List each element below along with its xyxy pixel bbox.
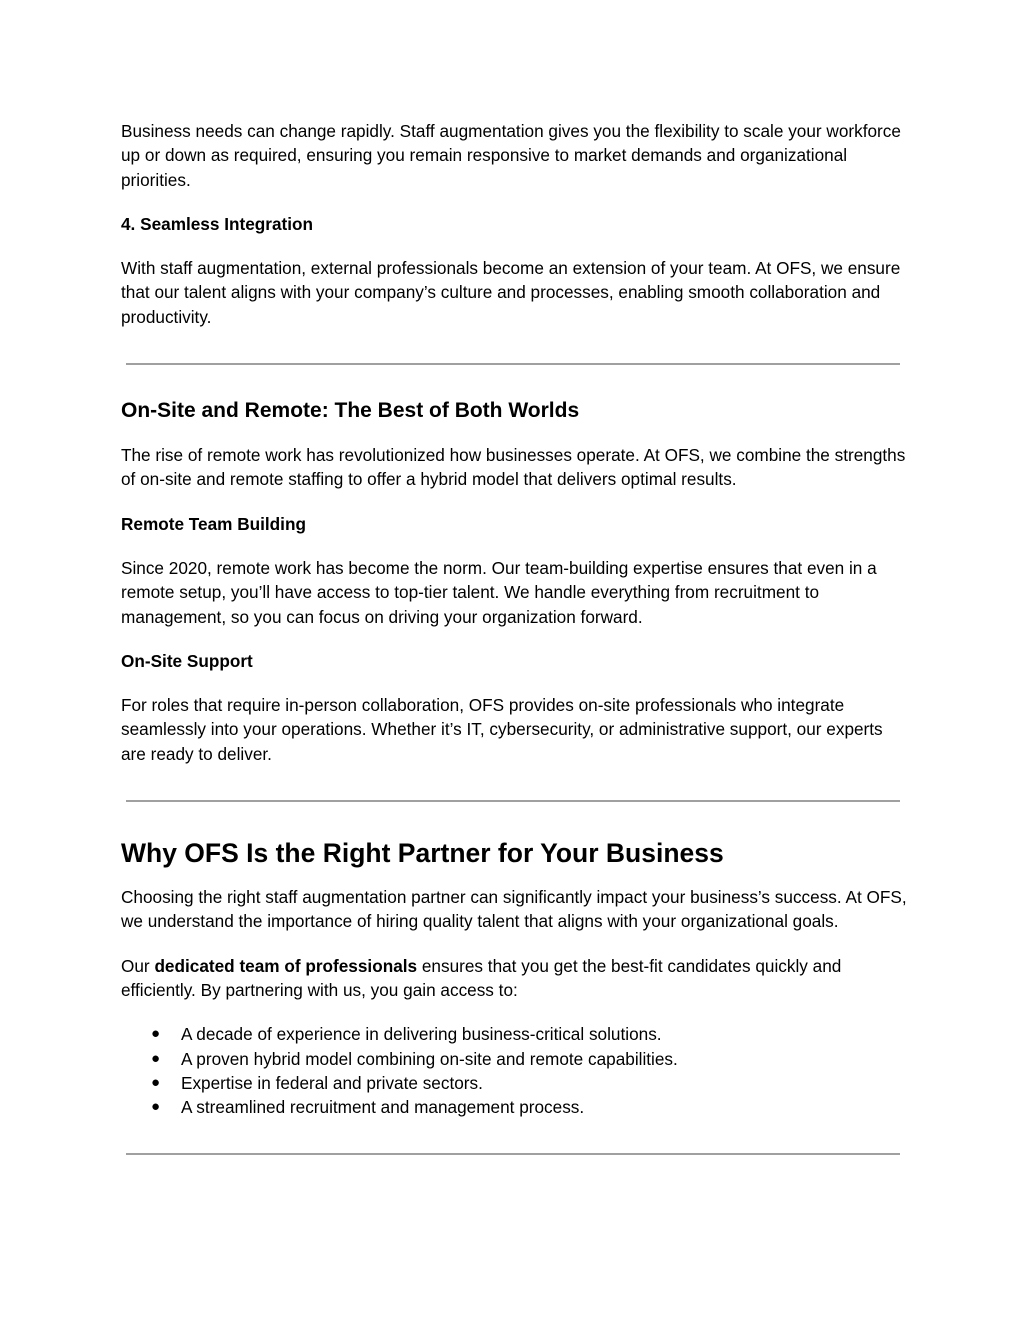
why-ofs-paragraph: Choosing the right staff augmentation partner can significantly impact your business’s success. At OFS, we understand the importance of hiring quality talent that aligns with your organizational goals. (121, 887, 907, 932)
list-item-text: A streamlined recruitment and management process. (181, 1097, 585, 1118)
dedicated-team-prefix: Our (121, 955, 155, 976)
bullet-icon: ● (151, 1073, 161, 1091)
onsite-remote-intro: The rise of remote work has revolutionized how businesses operate. At OFS, we combine the strengths of on-site and remote staffing to offer a hybrid model that delivers optimal results. (121, 445, 906, 490)
divider (126, 363, 900, 365)
list-item-text: A decade of experience in delivering business-critical solutions. (181, 1024, 662, 1045)
list-item (121, 1071, 911, 1095)
list-item (121, 1022, 911, 1046)
seamless-integration-paragraph: With staff augmentation, external professionals become an extension of your team. At OFS, we ensure that our talent aligns with your company’s culture and processes, enabling smooth collaboration and productivity. (121, 258, 901, 327)
dedicated-team-suffix: ensures that you get the best-fit candidates quickly and efficiently. By partnering with us, you gain access to: (121, 955, 842, 1000)
why-ofs-heading: Why OFS Is the Right Partner for Your Business (121, 838, 724, 869)
divider (126, 1153, 900, 1155)
bullet-icon: ● (151, 1025, 161, 1043)
bullet-icon: ● (151, 1098, 161, 1116)
onsite-support-heading: On-Site Support (121, 650, 253, 671)
list-item-text: Expertise in federal and private sectors. (181, 1072, 483, 1093)
divider (126, 800, 900, 802)
flexibility-paragraph: Business needs can change rapidly. Staff augmentation gives you the flexibility to scale your workforce up or down as required, ensuring you remain responsive to market demands and organizational priorities. (121, 121, 901, 190)
list-item-text: A proven hybrid model combining on-site and remote capabilities. (181, 1048, 678, 1069)
remote-team-building-paragraph: Since 2020, remote work has become the norm. Our team-building expertise ensures that even in a remote setup, you’ll have access to top-tier talent. We handle everything from recruitment to management, so you can focus on driving your organization forward. (121, 557, 877, 627)
benefits-list (121, 1022, 911, 1119)
list-item (121, 1047, 911, 1071)
bullet-icon: ● (151, 1049, 161, 1067)
list-item (121, 1095, 911, 1119)
document-page (121, 119, 911, 1155)
remote-team-building-heading: Remote Team Building (121, 513, 306, 534)
onsite-support-paragraph: For roles that require in-person collaboration, OFS provides on-site professionals who integrate seamlessly into your operations. Whether it’s IT, cybersecurity, or administrative support, our experts are ready to deliver. (121, 695, 883, 764)
seamless-integration-heading: 4. Seamless Integration (121, 213, 313, 234)
dedicated-team-bold: dedicated team of professionals (154, 955, 418, 976)
onsite-remote-heading: On-Site and Remote: The Best of Both Worlds (121, 399, 580, 423)
dedicated-team-paragraph (121, 954, 911, 1003)
